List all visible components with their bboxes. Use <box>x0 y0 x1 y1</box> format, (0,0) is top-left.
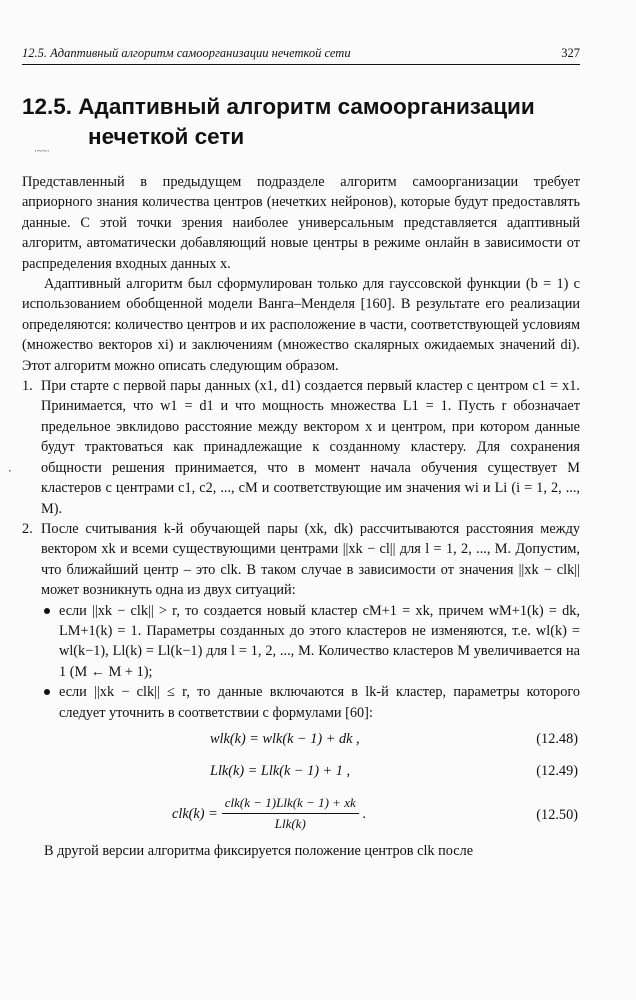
algorithm-steps <box>22 376 580 723</box>
fraction-denominator: Llk(k) <box>274 816 306 832</box>
step-2 <box>22 519 580 723</box>
equation-12-49 <box>22 755 580 787</box>
case-update-cluster: если ||xk − clk|| ≤ r, то данные включаются в lk-й кластер, параметры которого следует уточнить в соответствии с формулами [60]: <box>41 682 580 723</box>
equation-number: (12.50) <box>536 806 578 823</box>
fraction <box>222 793 359 835</box>
case-new-cluster: если ||xk − clk|| > r, то создается новый кластер cM+1 = xk, причем wM+1(k) = dk, LM+1(k) = 1. Параметры созданных до этого кластеров не изменяются, т.е. wl(k) = wl(k−1), Ll(k) = Ll(k−1) для l = 1, 2, ..., M. Количество кластеров M увеличивается на 1 (M ← M + 1); <box>41 601 580 683</box>
equation-12-48 <box>22 723 580 755</box>
equation-formula: Llk(k) = Llk(k − 1) + 1 , <box>210 762 351 779</box>
step-1 <box>22 376 580 519</box>
cases-list <box>41 601 580 723</box>
fraction-numerator: clk(k − 1)Llk(k − 1) + xk <box>222 793 359 814</box>
pencil-scribble: ·~~· <box>34 146 50 156</box>
equation-formula: wlk(k) = wlk(k − 1) + dk , <box>210 730 360 747</box>
paragraph-algorithm: Адаптивный алгоритм был сформулирован только для гауссовской функции (b = 1) с использованием обобщенной модели Ванга–Менделя [160]. В результате его реализации определяются: количество центров и их расположение в части, соответствующей условиям (множество векторов xi) и заключениям (множество скалярных ожидаемых значений di). Этот алгоритм можно описать следующим образом. <box>22 276 580 374</box>
paragraph-closing: В другой версии алгоритма фиксируется положение центров clk после <box>44 842 474 859</box>
step-2-text: После считывания k-й обучающей пары (xk, dk) рассчитываются расстояния между вектором xk и всеми существующими центрами ||xk − cl|| для l = 1, 2, ..., M. Допустим, что ближайший центр – это clk. В таком случае в зависимости от значения ||xk − clk|| может возникнуть одна из двух ситуаций: <box>41 520 580 599</box>
running-head-text: 12.5. Адаптивный алгоритм самоорганизации нечеткой сети <box>22 46 351 60</box>
running-head <box>22 46 580 65</box>
equation-12-50 <box>22 787 580 841</box>
step-1-text: При старте с первой пары данных (x1, d1) создается первый кластер с центром c1 = x1. Принимается, что w1 = d1 и что мощность множества L1 = 1. Пусть r обозначает предельное эвклидово расстояние между вектором x и центром, при котором данные будут трактоваться как принадлежащие к созданному кластеру. Для сохранения общности решения принимается, что в момент начала обучения существует M кластеров с центрами c1, c2, ..., cM и соответствующие им значения wi и Li (i = 1, 2, ..., M). <box>41 378 580 517</box>
page-number: 327 <box>561 46 580 60</box>
paragraph-intro: Представленный в предыдущем подразделе алгоритм самоорганизации требует априорного знания количества центров (нечетких нейронов), которые будут предоставлять данные. С этой точки зрения наиболее универсальным представляется адаптивный алгоритм, автоматически добавляющий новые центры в режиме онлайн в зависимости от распределения входных данных x. <box>22 174 580 272</box>
section-title <box>22 92 582 152</box>
body-text <box>22 172 580 861</box>
step-2-number: 2. <box>22 520 33 537</box>
section-title-line1: 12.5. Адаптивный алгоритм самоорганизации <box>22 94 535 119</box>
equation-number: (12.48) <box>536 730 578 747</box>
equation-number: (12.49) <box>536 762 578 779</box>
section-title-line2: нечеткой сети <box>88 124 245 149</box>
equation-lhs: clk(k) = <box>172 805 218 822</box>
equation-tail: . <box>362 805 367 822</box>
equation-fraction-formula <box>172 793 366 835</box>
margin-mark: ᐝ <box>8 468 12 482</box>
step-1-number: 1. <box>22 378 33 395</box>
